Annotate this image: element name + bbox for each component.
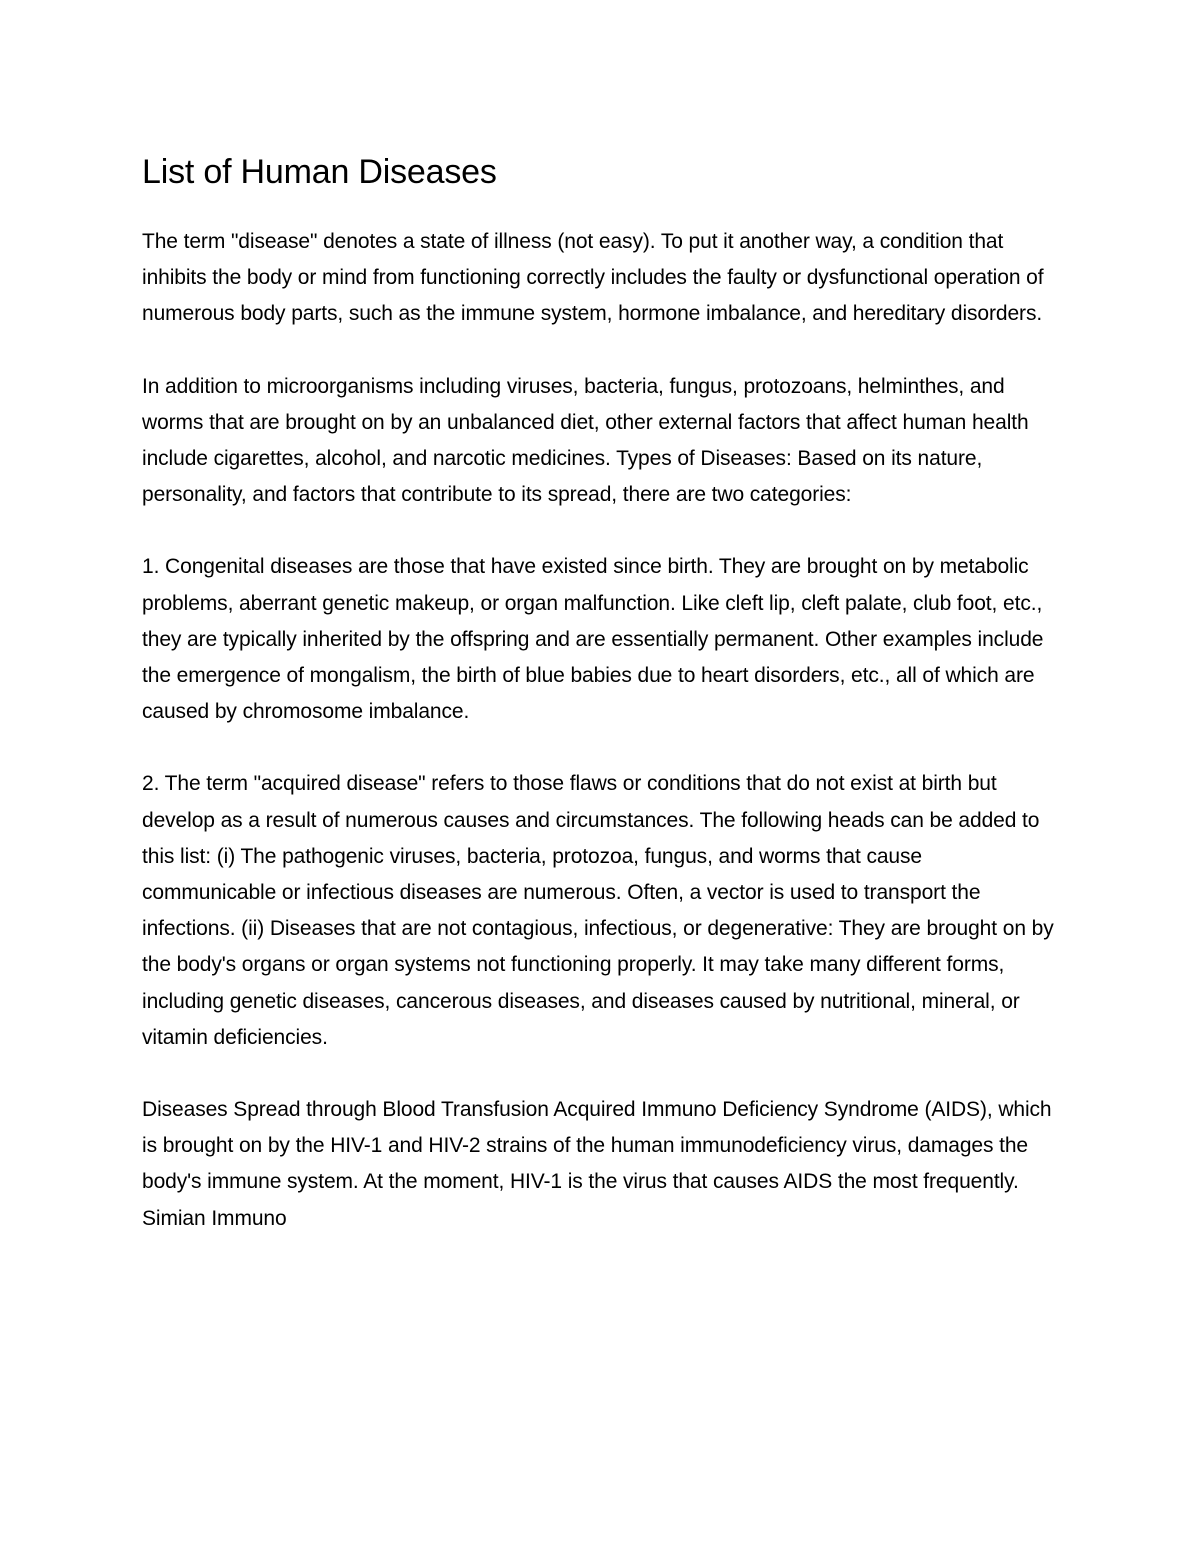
document-title: List of Human Diseases (142, 153, 497, 191)
paragraph-external-factors: In addition to microorganisms including viruses, bacteria, fungus, protozoans, helminthes, and worms that are brought on by an unbalanced diet, other external factors that affect human health include cigarettes, alcohol, and narcotic medicines. Types of Diseases: Based on its nature, personality, and factors that contribute to its spread, there are two categories: (142, 374, 1029, 507)
paragraph-congenital-diseases: 1. Congenital diseases are those that have existed since birth. They are brought on by metabolic problems, aberrant genetic makeup, or organ malfunction. Like cleft lip, cleft palate, club foot, etc., they are typically inherited by the offspring and are essentially permanent. Other examples include the emergence of mongalism, the birth of blue babies due to heart disorders, etc., all of which are caused by chromosome imbalance. (142, 555, 1044, 724)
paragraph-definition: The term "disease" denotes a state of illness (not easy). To put it another way, a condition that inhibits the body or mind from functioning correctly includes the faulty or dysfunctional operation of numerous body parts, such as the immune system, hormone imbalance, and hereditary disorders. (142, 230, 1044, 326)
paragraph-blood-transfusion: Diseases Spread through Blood Transfusion Acquired Immuno Deficiency Syndrome (AIDS), which is brought on by the HIV-1 and HIV-2 strains of the human immunodeficiency virus, damages the body's immune system. At the moment, HIV-1 is the virus that causes AIDS the most frequently. Simian Immuno (142, 1098, 1052, 1230)
paragraph-acquired-diseases: 2. The term "acquired disease" refers to those flaws or conditions that do not exist at birth but develop as a result of numerous causes and circumstances. The following heads can be added to this list: (i) The pathogenic viruses, bacteria, protozoa, fungus, and worms that cause communicable or infectious diseases are numerous. Often, a vector is used to transport the infections. (ii) Diseases that are not contagious, infectious, or degenerative: They are brought on by the body's organs or organ systems not functioning properly. It may take many different forms, including genetic diseases, cancerous diseases, and diseases caused by nutritional, mineral, or vitamin deficiencies. (142, 772, 1054, 1049)
